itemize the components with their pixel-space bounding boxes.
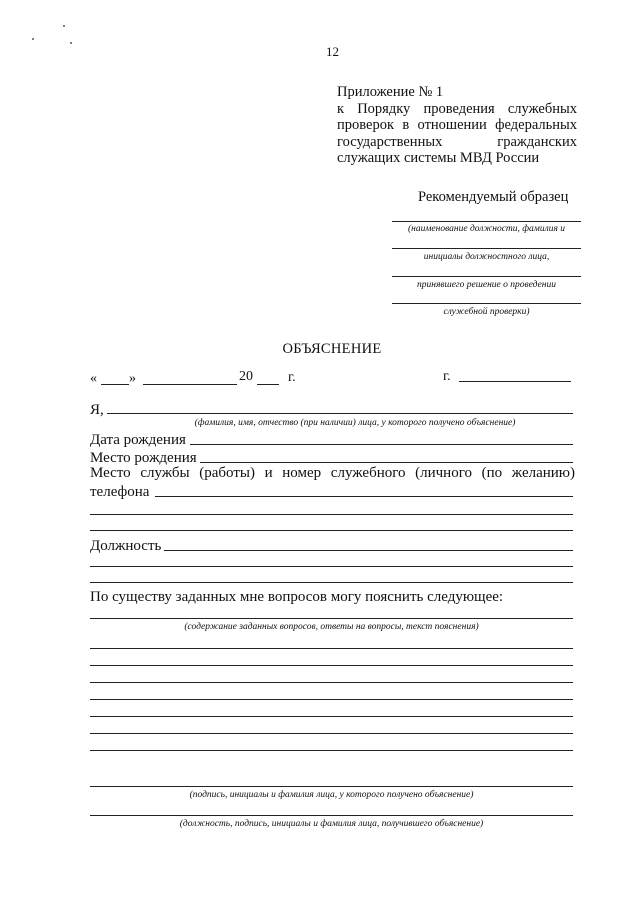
date-day-line[interactable] bbox=[101, 384, 129, 385]
explain-heading: По существу заданных мне вопросов могу пояснить следующее: bbox=[90, 589, 504, 605]
date-year-suffix: г. bbox=[288, 370, 296, 385]
page-number: 12 bbox=[326, 44, 339, 59]
work-label: Место службы (работы) и номер служебного (личного (по желанию) bbox=[90, 465, 575, 481]
signature-caption: (должность, подпись, инициалы и фамилия лица, получившего объяснение) bbox=[179, 819, 484, 829]
city-line[interactable] bbox=[459, 381, 571, 382]
position-line[interactable] bbox=[90, 566, 573, 567]
official-caption: (наименование должности, фамилия и bbox=[407, 224, 566, 234]
doc-title: ОБЪЯСНЕНИЕ bbox=[282, 341, 382, 357]
explain-line[interactable] bbox=[90, 699, 573, 700]
official-line bbox=[392, 248, 581, 249]
explain-line[interactable] bbox=[90, 648, 573, 649]
birth-date-label: Дата рождения bbox=[90, 432, 186, 448]
appendix-block bbox=[337, 84, 577, 167]
date-open-quote: « bbox=[90, 371, 97, 386]
official-line bbox=[392, 303, 581, 304]
phone-label: телефона bbox=[90, 484, 150, 500]
i-label: Я, bbox=[90, 402, 104, 418]
name-line[interactable] bbox=[107, 413, 573, 414]
signature-caption: (подпись, инициалы и фамилия лица, у которого получено объяснение) bbox=[189, 790, 474, 800]
work-line[interactable] bbox=[155, 496, 573, 497]
official-line bbox=[392, 276, 581, 277]
explain-caption: (содержание заданных вопросов, ответы на вопросы, текст пояснения) bbox=[184, 622, 479, 632]
date-close-quote: » bbox=[129, 371, 136, 386]
scan-speck bbox=[32, 38, 34, 40]
explain-line[interactable] bbox=[90, 716, 573, 717]
official-caption: инициалы должностного лица, bbox=[423, 252, 550, 262]
appendix-line: служащих системы МВД России bbox=[337, 150, 540, 166]
scan-speck bbox=[70, 42, 72, 44]
date-month-line[interactable] bbox=[143, 384, 237, 385]
birth-date-line[interactable] bbox=[190, 444, 573, 445]
explain-line[interactable] bbox=[90, 618, 573, 619]
explain-line[interactable] bbox=[90, 750, 573, 751]
signature-line[interactable] bbox=[90, 815, 573, 816]
city-prefix: г. bbox=[443, 369, 451, 384]
name-caption: (фамилия, имя, отчество (при наличии) лица, у которого получено объяснение) bbox=[194, 418, 516, 428]
date-year-line[interactable] bbox=[257, 384, 279, 385]
position-label: Должность bbox=[90, 538, 162, 554]
position-line[interactable] bbox=[164, 550, 573, 551]
scan-speck bbox=[63, 25, 65, 27]
appendix-title: Приложение № 1 bbox=[337, 84, 444, 100]
official-caption: принявшего решение о проведении bbox=[417, 280, 556, 290]
appendix-line: государственных гражданских bbox=[337, 133, 577, 150]
explain-line[interactable] bbox=[90, 733, 573, 734]
birth-place-line[interactable] bbox=[200, 462, 573, 463]
explain-line[interactable] bbox=[90, 682, 573, 683]
explain-line[interactable] bbox=[90, 665, 573, 666]
birth-place-label: Место рождения bbox=[90, 450, 197, 466]
official-caption: служебной проверки) bbox=[443, 307, 530, 317]
appendix-line: проверок в отношении федеральных bbox=[337, 117, 577, 133]
position-line[interactable] bbox=[90, 582, 573, 583]
signature-line[interactable] bbox=[90, 786, 573, 787]
date-year-prefix: 20 bbox=[239, 369, 253, 384]
work-line[interactable] bbox=[90, 530, 573, 531]
official-line bbox=[392, 221, 581, 222]
sample-label: Рекомендуемый образец bbox=[418, 189, 569, 205]
appendix-line: к Порядку проведения служебных bbox=[337, 100, 577, 117]
work-line[interactable] bbox=[90, 514, 573, 515]
